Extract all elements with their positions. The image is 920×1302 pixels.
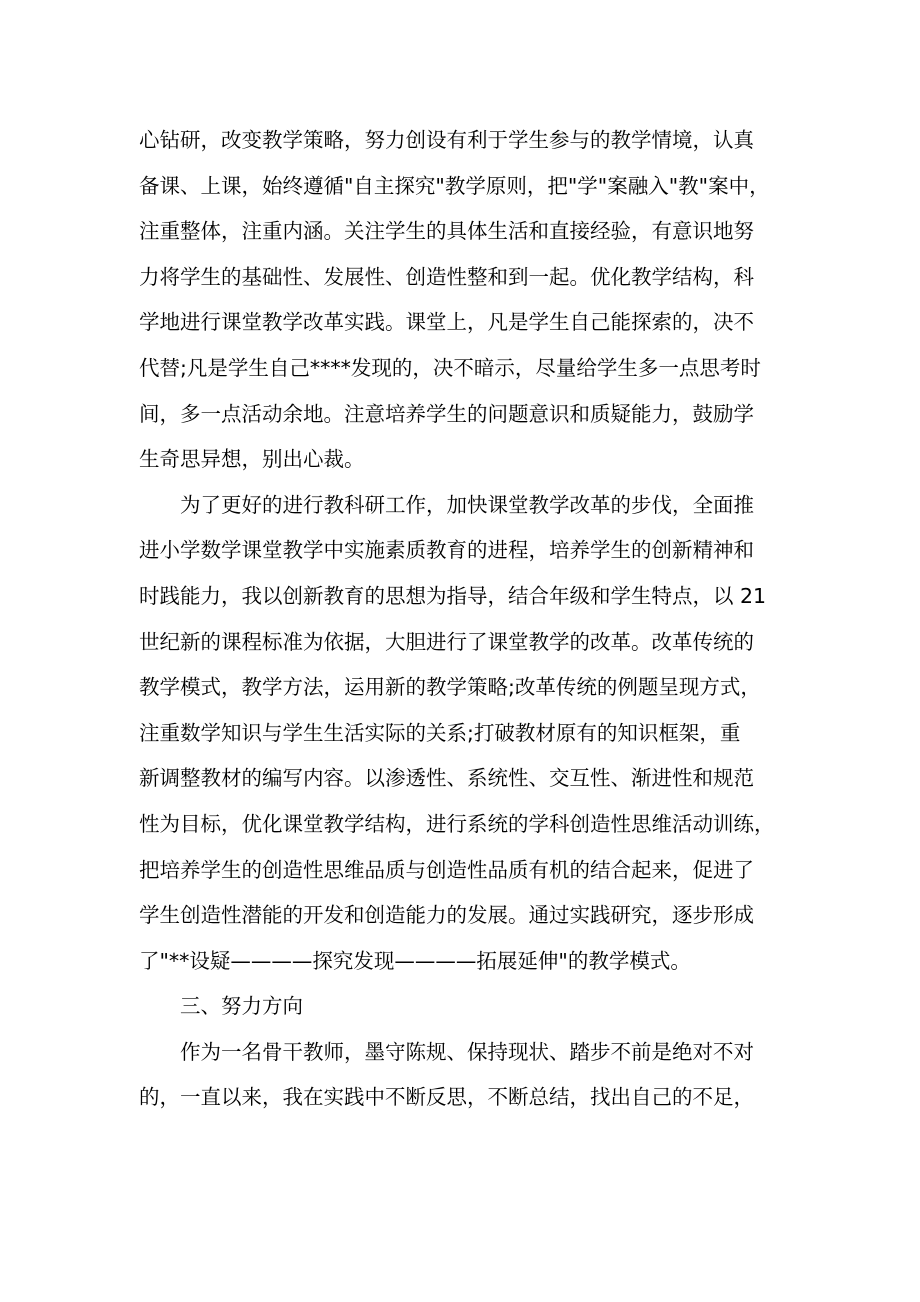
text-line: 的，一直以来，我在实践中不断反思，不断总结，找出自己的不足， xyxy=(139,1085,754,1110)
text-line: 间，多一点活动余地。注意培养学生的问题意识和质疑能力，鼓励学 xyxy=(139,401,754,426)
paragraph-first-line: 三、努力方向 xyxy=(180,994,303,1019)
text-line: 生奇思异想，别出心裁。 xyxy=(139,447,365,472)
text-line: 教学模式，教学方法，运用新的教学策略;改革传统的例题呈现方式， xyxy=(139,675,761,700)
text-line: 注重整体，注重内涵。关注学生的具体生活和直接经验，有意识地努 xyxy=(139,219,754,244)
text-line: 把培养学生的创造性思维品质与创造性品质有机的结合起来，促进了 xyxy=(139,857,754,882)
text-line: 新调整教材的编写内容。以渗透性、系统性、交互性、渐进性和规范 xyxy=(139,766,754,791)
text-line: 学生创造性潜能的开发和创造能力的发展。通过实践研究，逐步形成 xyxy=(139,903,754,928)
text-line: 注重数学知识与学生生活实际的关系;打破教材原有的知识框架，重 xyxy=(139,720,741,745)
text-line: 心钻研，改变教学策略，努力创设有利于学生参与的教学情境，认真 xyxy=(139,128,754,152)
text-line: 学地进行课堂教学改革实践。课堂上，凡是学生自己能探索的，决不 xyxy=(139,310,754,335)
text-line: 性为目标，优化课堂教学结构，进行系统的学科创造性思维活动训练， xyxy=(139,811,775,836)
text-line: 时践能力，我以创新教育的思想为指导，结合年级和学生特点，以 21 xyxy=(139,583,767,608)
text-line: 进小学数学课堂教学中实施素质教育的进程，培养学生的创新精神和 xyxy=(139,538,754,563)
text-line: 力将学生的基础性、发展性、创造性整和到一起。优化教学结构，科 xyxy=(139,264,754,289)
text-line: 备课、上课，始终遵循"自主探究"教学原则，把"学"案融入"教"案中， xyxy=(139,173,770,198)
paragraph-first-line: 为了更好的进行教科研工作，加快课堂教学改革的步伐，全面推 xyxy=(180,492,754,517)
paragraph-first-line: 作为一名骨干教师，墨守陈规、保持现状、踏步不前是绝对不对 xyxy=(180,1039,754,1064)
text-line: 了"**设疑————探究发现————拓展延伸"的教学模式。 xyxy=(139,948,691,973)
text-line: 世纪新的课程标准为依据，大胆进行了课堂教学的改革。改革传统的 xyxy=(139,629,754,654)
text-line: 代替;凡是学生自己****发现的，决不暗示，尽量给学生多一点思考时 xyxy=(139,355,761,380)
document-body xyxy=(139,118,784,1121)
